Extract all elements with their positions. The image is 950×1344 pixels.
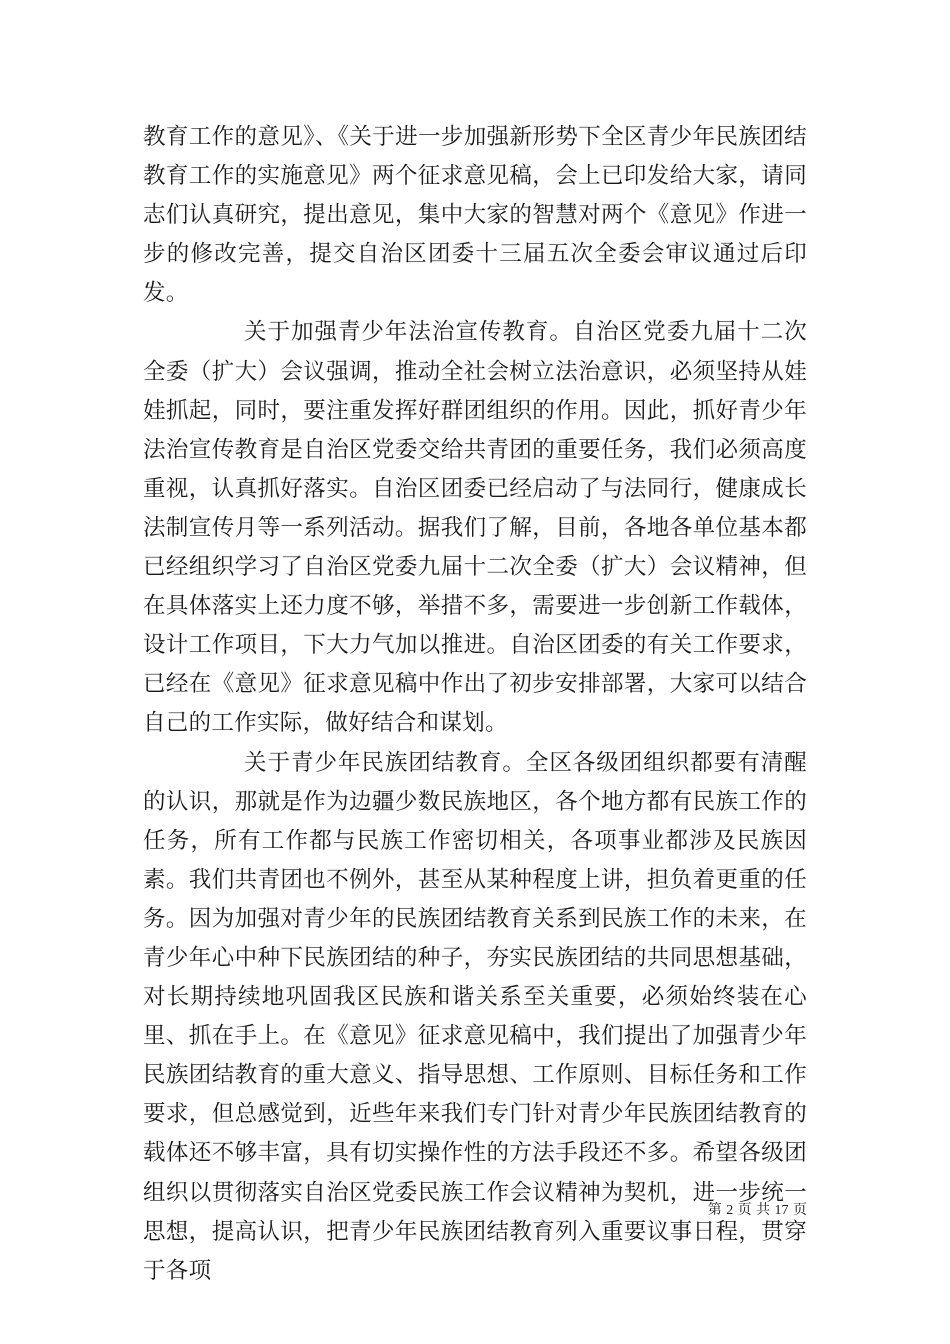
footer-page-number: 2 (726, 1203, 734, 1218)
paragraph-continuation: 教育工作的意见》、《关于进一步加强新形势下全区青少年民族团结教育工作的实施意见》两个征求意见稿，会上已印发给大家，请同志们认真研究，提出意见，集中大家的智慧对两个《意见》作进一步的修改完善，提交自治区团委十三届五次全委会审议通过后印发。 (143, 124, 807, 307)
paragraph-legal-education: 关于加强青少年法治宣传教育。自治区党委九届十二次全委（扩大）会议强调，推动全社会树立法治意识，必须坚持从娃娃抓起，同时，要注重发挥好群团组织的作用。因此，抓好青少年法治宣传教育是自治区党委交给共青团的重要任务，我们必须高度重视，认真抓好落实。自治区团委已经启动了与法同行，健康成长法制宣传月等一系列活动。据我们了解，目前，各地各单位基本都已经组织学习了自治区党委九届十二次全委（扩大）会议精神，但在具体落实上还力度不够，举措不多，需要进一步创新工作载体，设计工作项目，下大力气加以推进。自治区团委的有关工作要求，已经在《意见》征求意见稿中作出了初步安排部署，大家可以结合自己的工作实际，做好结合和谋划。 (143, 319, 807, 737)
page-number-footer (708, 1201, 807, 1220)
footer-suffix: 页 (793, 1202, 807, 1218)
footer-middle: 页 共 (737, 1202, 771, 1218)
body-text (143, 118, 807, 1291)
footer-total-pages: 17 (774, 1203, 789, 1218)
footer-prefix: 第 (707, 1202, 722, 1218)
paragraph-ethnic-unity: 关于青少年民族团结教育。全区各级团组织都要有清醒的认识，那就是作为边疆少数民族地区，各个地方都有民族工作的任务，所有工作都与民族工作密切相关，各项事业都涉及民族因素。我们共青团也不例外，甚至从某种程度上讲，担负着更重的任务。因为加强对青少年的民族团结教育关系到民族工作的未来，在青少年心中种下民族团结的种子，夯实民族团结的共同思想基础，对长期持续地巩固我区民族和谐关系至关重要，必须始终装在心里、抓在手上。在《意见》征求意见稿中，我们提出了加强青少年民族团结教育的重大意义、指导思想、工作原则、目标任务和工作要求，但总感觉到，近些年来我们专门针对青少年民族团结教育的载体还不够丰富，具有切实操作性的方法手段还不多。希望各级团组织以贯彻落实自治区党委民族工作会议精神为契机，进一步统一思想，提高认识，把青少年民族团结教育列入重要议事日程，贯穿于各项 (143, 749, 807, 1284)
